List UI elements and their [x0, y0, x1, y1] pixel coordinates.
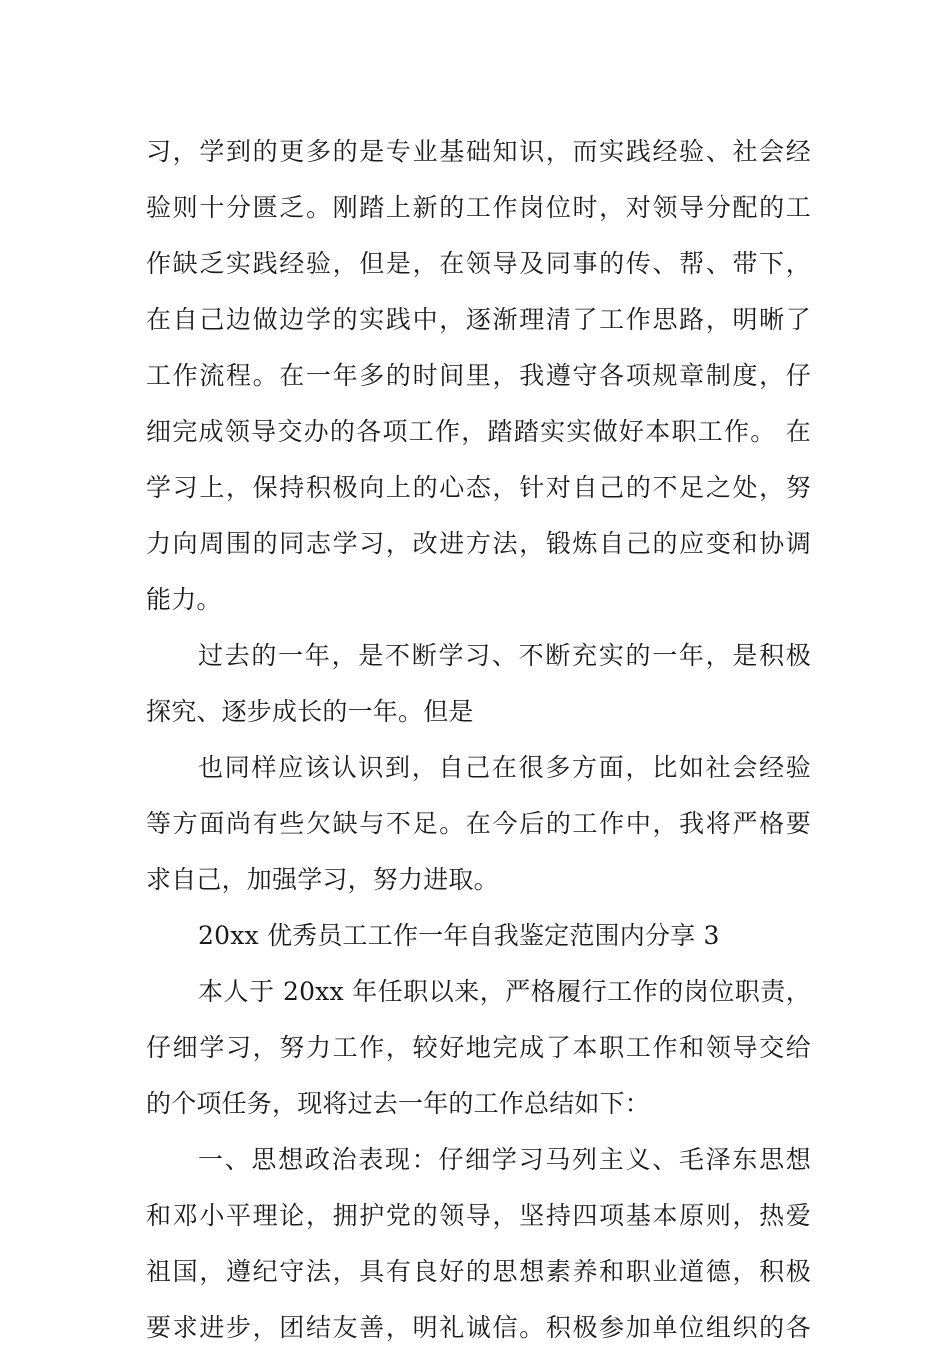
body-text — [146, 124, 811, 1356]
text-line: 求自己，加强学习，努力进取。 — [146, 865, 499, 894]
text-line: 要求进步，团结友善，明礼诚信。积极参加单位组织的各 — [146, 1313, 811, 1342]
text-line: 探究、逐步成长的一年。但是 — [146, 697, 474, 726]
text-line: 一、思想政治表现：仔细学习马列主义、毛泽东思想 — [198, 1145, 811, 1174]
text-line: 和邓小平理论，拥护党的领导，坚持四项基本原则，热爱 — [146, 1201, 811, 1230]
text-line: 的个项任务，现将过去一年的工作总结如下： — [146, 1089, 651, 1118]
text-line: 在自己边做边学的实践中，逐渐理清了工作思路，明晰了 — [146, 305, 811, 334]
text-line: 20xx 优秀员工工作一年自我鉴定范围内分享 3 — [198, 921, 720, 950]
text-line: 习，学到的更多的是专业基础知识，而实践经验、社会经 — [146, 137, 811, 166]
text-line: 本人于 20xx 年任职以来，严格履行工作的岗位职责， — [198, 977, 811, 1006]
text-line: 等方面尚有些欠缺与不足。在今后的工作中，我将严格要 — [146, 809, 811, 838]
text-line: 祖国，遵纪守法，具有良好的思想素养和职业道德，积极 — [146, 1257, 811, 1286]
text-line: 仔细学习，努力工作，较好地完成了本职工作和领导交给 — [146, 1033, 811, 1062]
text-line: 能力。 — [146, 585, 222, 614]
text-line: 作缺乏实践经验，但是，在领导及同事的传、帮、带下， — [146, 249, 811, 278]
text-line: 也同样应该认识到，自己在很多方面，比如社会经验 — [198, 753, 811, 782]
text-line: 力向周围的同志学习，改进方法，锻炼自己的应变和协调 — [146, 529, 811, 558]
text-line: 验则十分匮乏。刚踏上新的工作岗位时，对领导分配的工 — [146, 193, 811, 222]
text-line: 细完成领导交办的各项工作，踏踏实实做好本职工作。 在 — [146, 417, 811, 446]
text-line: 工作流程。在一年多的时间里，我遵守各项规章制度，仔 — [146, 361, 811, 390]
text-line: 过去的一年，是不断学习、不断充实的一年，是积极 — [198, 641, 811, 670]
text-line: 学习上，保持积极向上的心态，针对自己的不足之处，努 — [146, 473, 811, 502]
